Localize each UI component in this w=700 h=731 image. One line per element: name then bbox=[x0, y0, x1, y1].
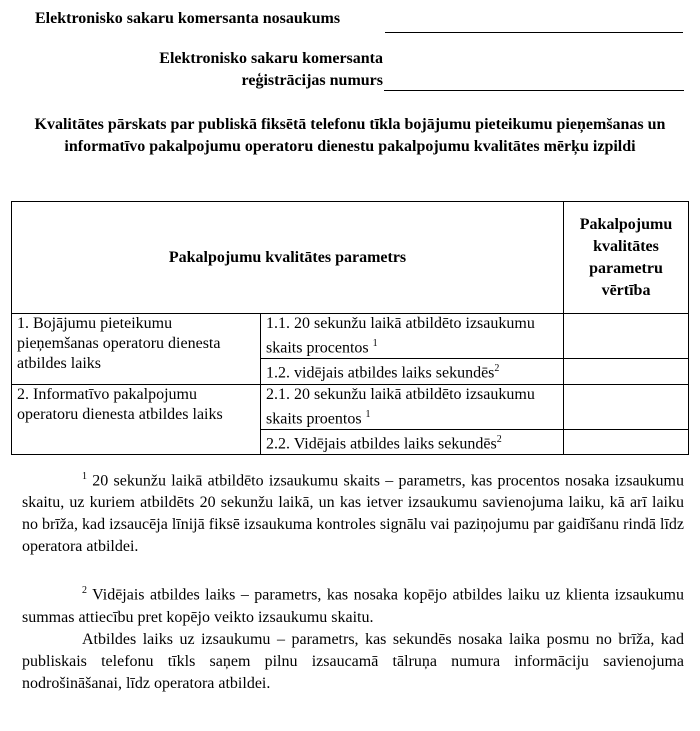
parameter-cell bbox=[261, 429, 564, 454]
parameter-text: 2.2. Vidējais atbildes laiks sekundēs bbox=[266, 435, 497, 453]
footnote-text: Vidējais atbildes laiks – parametrs, kas nosaka kopējo atbildes laiku uz klienta izsaukumu summas attiecību pret kopējo veikto izsaukumu skaitu. bbox=[22, 586, 684, 626]
footnotes bbox=[22, 466, 684, 695]
table-row bbox=[12, 384, 689, 429]
document-title: Kvalitātes pārskats par publiskā fiksētā telefonu tīkla bojājumu pieteikumu pieņemšanas un informatīvo pakalpojumu operatoru dienestu pakalpojumu kvalitātes mērķu izpildi bbox=[34, 116, 666, 155]
group-label: 1. Bojājumu pieteikumu pieņemšanas operatoru dienesta atbildes laiks bbox=[12, 314, 261, 385]
value-cell[interactable] bbox=[564, 359, 689, 384]
reg-number-field[interactable] bbox=[384, 90, 684, 91]
footnote-text: 20 sekunžu laikā atbildēto izsaukumu skaits – parametrs, kas procentos nosaka izsaukumu skaitu, uz kuriem atbildēts 20 sekunžu laikā, un kas ietver izsaukumu savienojuma laiku, kā arī laiku no brīža, kad izsaucēja līnijā fiksē izsaukuma kontroles signālu vai paziņojumu par gaidīšanu rindā līdz operatora atbildei. bbox=[22, 472, 684, 556]
table-row bbox=[12, 314, 689, 359]
value-cell[interactable] bbox=[564, 384, 689, 429]
footnote-ref: 2 bbox=[496, 433, 502, 445]
reg-number-label-line1: Elektronisko sakaru komersanta bbox=[159, 50, 383, 67]
parameter-cell bbox=[261, 359, 564, 384]
company-name-field[interactable] bbox=[385, 32, 683, 33]
parameter-text: 1.2. vidējais atbildes laiks sekundēs bbox=[266, 364, 495, 382]
footnote-ref: 1 bbox=[372, 338, 378, 349]
header-parameter: Pakalpojumu kvalitātes parametrs bbox=[12, 202, 564, 314]
header-value: Pakalpojumu kvalitātes parametru vērtība bbox=[564, 202, 689, 314]
footnote-number: 1 bbox=[82, 471, 87, 482]
footnote-number: 2 bbox=[82, 585, 87, 597]
company-name-label: Elektronisko sakaru komersanta nosaukums bbox=[35, 10, 341, 27]
parameter-cell bbox=[261, 384, 564, 429]
quality-table bbox=[11, 201, 689, 455]
footnote-2 bbox=[22, 580, 684, 628]
parameter-text: 2.1. 20 sekunžu laikā atbildēto izsaukumu skaits proentos bbox=[266, 385, 535, 427]
footnote-text: Atbildes laiks uz izsaukumu – parametrs, kas sekundēs nosaka laika posmu no brīža, kad publiskais telefonu tīkls saņem pilnu izsaucamā tālruņa numura informāciju savienojuma nodrošināšanai, līdz operatora atbildei. bbox=[22, 630, 684, 692]
footnote-2-continued bbox=[22, 629, 684, 695]
value-cell[interactable] bbox=[564, 314, 689, 359]
parameter-text: 1.1. 20 sekunžu laikā atbildēto izsaukumu skaits procentos bbox=[266, 315, 535, 357]
footnote-ref: 1 bbox=[365, 408, 371, 420]
value-cell[interactable] bbox=[564, 429, 689, 454]
footnote-1 bbox=[22, 466, 684, 558]
footnote-ref: 2 bbox=[494, 363, 500, 375]
reg-number-label-line2: reģistrācijas numurs bbox=[241, 72, 383, 89]
group-label: 2. Informatīvo pakalpojumu operatoru dienesta atbildes laiks bbox=[12, 384, 261, 455]
parameter-cell bbox=[261, 314, 564, 359]
